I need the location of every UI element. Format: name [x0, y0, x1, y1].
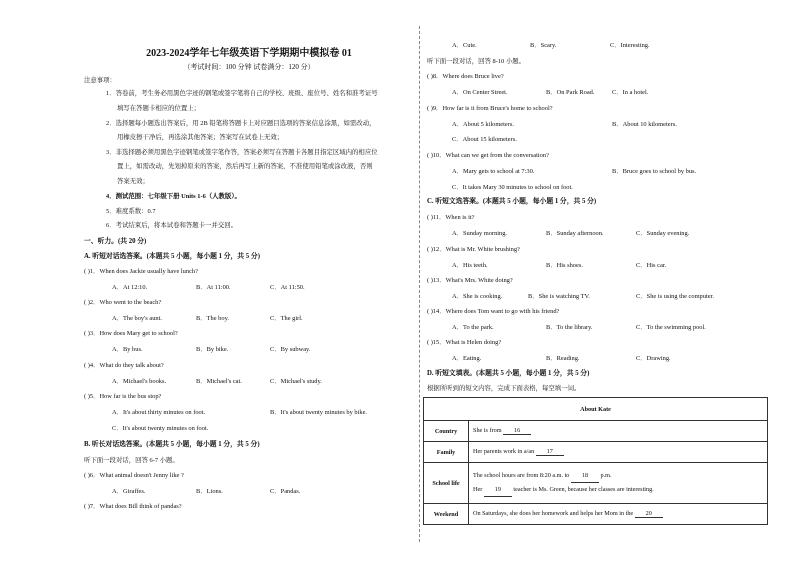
q4-option-b: B．Michael's cat.	[196, 378, 242, 385]
row-label-family: Family	[424, 442, 469, 463]
question-11: ( )11．When is it?	[427, 214, 475, 221]
q5-option-a: A．It's about thirty minutes on foot.	[112, 409, 206, 416]
part-1-heading: 一、听力。(共 20 分)	[84, 238, 147, 245]
q12-option-a: A．His teeth.	[452, 262, 488, 269]
q6-option-b: B．Lions.	[196, 488, 223, 495]
row-label-school-life: School life	[424, 463, 469, 504]
note-3-cont2: 答案无效；	[117, 178, 149, 185]
q5-option-c: C．It's about twenty minutes on foot.	[112, 425, 209, 432]
q9-option-a: A．About 5 kilometers.	[452, 121, 514, 128]
q15-option-a: A．Eating.	[452, 355, 482, 362]
section-a-heading: A. 听短对话选答案。(本题共 5 小题，每小题 1 分，共 5 分)	[84, 253, 260, 260]
q12-option-c: C．His car.	[636, 262, 667, 269]
q3-option-c: C．By subway.	[270, 346, 311, 353]
question-2: ( )2．Who went to the beach?	[84, 299, 162, 306]
q7-option-b: B．Scary.	[530, 42, 557, 49]
note-3-cont: 置上，如需改动，先划掉原来的答案，然后再写上新的答案，不准使用铅笔或涂改液，否则	[117, 163, 373, 170]
q12-option-b: B．His shoes.	[546, 262, 583, 269]
table-title: About Kate	[424, 398, 768, 421]
q1-option-b: B．At 11:00.	[196, 284, 231, 291]
exam-subtitle: （考试时间：100 分钟 试卷满分：120 分）	[183, 63, 315, 71]
q7-option-c: C．Interesting.	[610, 42, 650, 49]
question-5: ( )5．How far is the bus stop?	[84, 393, 162, 400]
q14-option-a: A．To the park.	[452, 324, 494, 331]
q15-option-c: C．Drawing.	[636, 355, 671, 362]
question-13: ( )13．What's Mrs. White doing?	[427, 277, 513, 284]
section-b-intro-2: 听下面一段对话，回答 8-10 小题。	[427, 58, 525, 65]
q2-option-c: C．The girl.	[270, 315, 303, 322]
question-14: ( )14．Where does Tom want to go with his friend?	[427, 308, 560, 315]
q14-option-b: B．To the library.	[546, 324, 593, 331]
note-4: 4．测试范围：七年级下册 Units 1-6（人教版）。	[106, 193, 241, 200]
question-8: ( )8．Where does Bruce live?	[427, 73, 504, 80]
q10-option-b: B．Bruce goes to school by bus.	[612, 168, 697, 175]
question-3: ( )3．How does Mary get to school?	[84, 330, 178, 337]
exam-title: 2023-2024学年七年级英语下学期期中模拟卷 01	[146, 48, 352, 59]
table-row	[424, 463, 768, 504]
column-divider	[419, 26, 420, 542]
q6-option-a: A．Giraffes.	[112, 488, 146, 495]
q2-option-b: B．The boy.	[196, 315, 229, 322]
note-5: 5．难度系数：0.7	[106, 208, 156, 215]
row-weekend-content: On Saturdays, she does her homework and helps her Mom in the 20	[469, 504, 768, 525]
question-6: ( )6．What animal doesn't Jenny like ?	[84, 472, 184, 479]
q13-option-a: A．She is cooking.	[452, 293, 503, 300]
note-2-cont: 用橡皮擦干净后，再选涂其他答案；答案写在试卷上无效；	[117, 134, 284, 141]
blank-19[interactable]: 19	[484, 483, 512, 497]
blank-16[interactable]: 16	[503, 427, 531, 435]
table-row	[424, 421, 768, 442]
table-row	[424, 504, 768, 525]
row-school-life-content: The school hours are from 8:20 a.m. to 18 p.m. Her 19 teacher is Ms. Green, because her classes are interesting.	[469, 463, 768, 504]
q7-option-a: A．Cute.	[452, 42, 477, 49]
q10-option-c: C．It takes Mary 30 minutes to school on foot.	[452, 184, 573, 191]
row-label-country: Country	[424, 421, 469, 442]
section-d-heading: D. 听短文填表。(本题共 5 小题，每小题 1 分，共 5 分)	[427, 370, 590, 377]
q8-option-b: B．On Park Road.	[546, 89, 595, 96]
q15-option-b: B．Reading.	[546, 355, 580, 362]
question-4: ( )4．What do they talk about?	[84, 362, 164, 369]
note-3: 3．非选择题必须用黑色字迹钢笔或签字笔作答，答案必须写在答题卡各题目指定区域内的相应位	[106, 149, 378, 156]
note-6: 6．考试结束后，将本试卷和答题卡一并交回。	[106, 222, 238, 229]
q14-option-c: C．To the swimming pool.	[636, 324, 706, 331]
q3-option-b: B．By bike.	[196, 346, 229, 353]
section-b-intro: 听下面一段对话，回答 6-7 小题。	[84, 457, 179, 464]
notes-heading: 注意事项：	[84, 77, 116, 84]
blank-18[interactable]: 18	[571, 469, 599, 483]
q10-option-a: A．Mary gets to school at 7:30.	[452, 168, 535, 175]
q9-option-b: B．About 10 kilometers.	[612, 121, 677, 128]
q9-option-c: C．About 15 kilometers.	[452, 136, 517, 143]
row-label-weekend: Weekend	[424, 504, 469, 525]
about-kate-table	[423, 397, 768, 525]
q1-option-a: A．At 12:10.	[112, 284, 148, 291]
note-1-cont: 填写在答题卡相应的位置上；	[117, 105, 201, 112]
q11-option-b: B．Sunday afternoon.	[546, 230, 604, 237]
question-15: ( )15．What is Helen doing?	[427, 339, 502, 346]
row-country-content: She is from 16	[469, 421, 768, 442]
q13-option-b: B．She is watching TV.	[528, 293, 590, 300]
question-1: ( )1．When does Jackie usually have lunch?	[84, 268, 198, 275]
q8-option-c: C．In a hotel.	[612, 89, 649, 96]
blank-20[interactable]: 20	[635, 510, 663, 518]
q3-option-a: A．By bus.	[112, 346, 143, 353]
q4-option-c: C．Michael's study.	[270, 378, 322, 385]
q13-option-c: C．She is using the computer.	[636, 293, 714, 300]
q6-option-c: C．Pandas.	[270, 488, 301, 495]
q4-option-a: A．Michael's books.	[112, 378, 167, 385]
q11-option-c: C．Sunday evening.	[636, 230, 690, 237]
q8-option-a: A．On Center Street.	[452, 89, 508, 96]
q1-option-c: C．At 11:50.	[270, 284, 305, 291]
question-9: ( )9．How far is it from Bruce's home to school?	[427, 105, 553, 112]
question-10: ( )10．What can we get from the conversation?	[427, 152, 549, 159]
question-12: ( )12．What is Mr. White brushing?	[427, 246, 520, 253]
question-7: ( )7．What does Bill think of pandas?	[84, 503, 182, 510]
section-b-heading: B. 听长对话选答案。(本题共 5 小题，每小题 1 分，共 5 分)	[84, 441, 260, 448]
row-family-content: Her parents work in a/an 17	[469, 442, 768, 463]
section-c-heading: C. 听短文选答案。(本题共 5 小题，每小题 1 分，共 5 分)	[427, 198, 597, 205]
q11-option-a: A．Sunday morning.	[452, 230, 508, 237]
q5-option-b: B．It's about twenty minutes by bike.	[270, 409, 368, 416]
note-1: 1．答卷前，考生务必用黑色字迹的钢笔或签字笔将自己的学校、班级、座位号、姓名和准考证号	[106, 90, 378, 97]
section-d-intro: 根据所听到的短文内容，完成下面表格，每空填一词。	[427, 385, 581, 392]
q2-option-a: A．The boy's aunt.	[112, 315, 162, 322]
note-2: 2．选择题每小题选出答案后，用 2B 铅笔将答题卡上对应题目选项的答案信息涂黑，如需改动，	[106, 120, 376, 127]
blank-17[interactable]: 17	[536, 448, 564, 456]
table-row	[424, 442, 768, 463]
